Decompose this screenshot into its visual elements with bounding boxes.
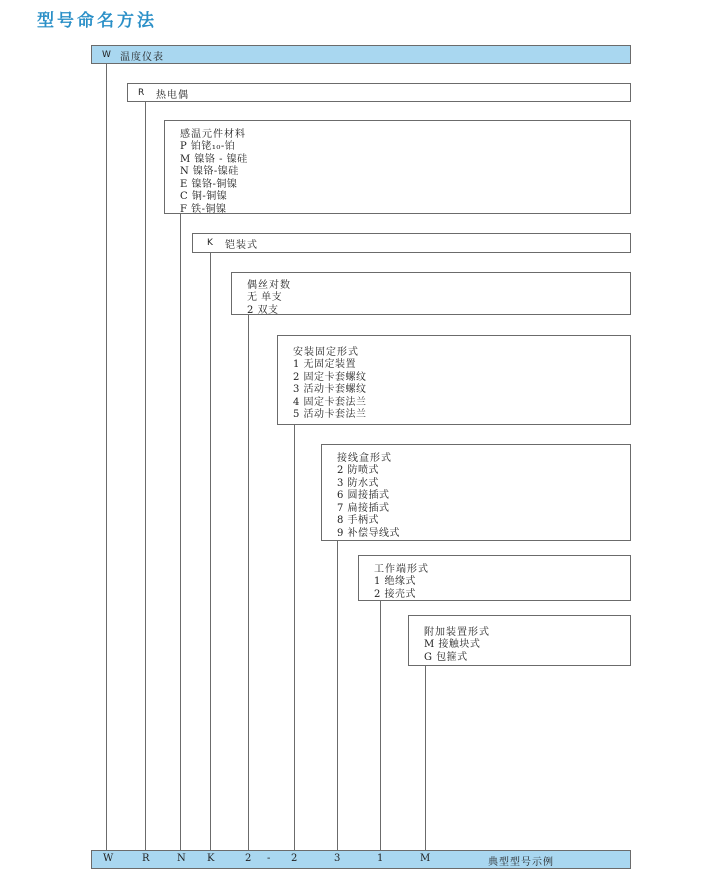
example-char: - — [267, 853, 271, 864]
list-item: 7 扁接插式 — [337, 502, 390, 514]
section-heading: 接线盒形式 — [337, 453, 392, 464]
list-item: 9 补偿导线式 — [337, 527, 401, 539]
example-label: 典型型号示例 — [488, 857, 554, 868]
section-code: K — [207, 238, 213, 248]
section-mount-box — [277, 335, 631, 425]
section-material-box — [164, 120, 631, 214]
section-w-bar — [91, 45, 631, 64]
list-item: 5 活动卡套法兰 — [293, 409, 367, 420]
list-item: C 铜-铜镍 — [180, 191, 228, 202]
list-item: 2 接壳式 — [374, 588, 417, 600]
list-item: 3 防水式 — [337, 477, 380, 489]
page-title: 型号命名方法 — [37, 11, 157, 31]
example-char: 2 — [291, 853, 298, 864]
list-item: N 镍铬-镍硅 — [180, 166, 239, 177]
section-addon-box — [408, 615, 631, 666]
list-item: 3 活动卡套螺纹 — [293, 384, 367, 395]
example-char: M — [420, 853, 431, 864]
section-k-bar — [192, 233, 631, 253]
example-char: K — [207, 853, 215, 864]
example-char: 1 — [377, 853, 384, 864]
section-junction-box — [321, 444, 631, 541]
list-item: M 镍铬 - 镍硅 — [180, 153, 248, 165]
example-char: R — [142, 853, 150, 864]
list-item: 2 双支 — [247, 304, 279, 316]
list-item: P 铂铑₁₀-铂 — [180, 141, 236, 152]
example-char: W — [103, 853, 114, 864]
list-item: E 镍铬-铜镍 — [180, 178, 238, 190]
connector-line-material — [180, 213, 181, 851]
example-model-bar — [91, 850, 631, 869]
example-char: 3 — [334, 853, 341, 864]
section-heading: 铠装式 — [225, 240, 258, 251]
list-item: M 接触块式 — [424, 639, 481, 650]
list-item: 6 圆接插式 — [337, 490, 390, 501]
list-item: 4 固定卡套法兰 — [293, 396, 367, 408]
connector-line-tip — [380, 601, 381, 851]
section-pairs-box — [231, 272, 631, 315]
section-heading: 热电偶 — [156, 90, 189, 101]
section-heading: 温度仪表 — [120, 52, 164, 63]
connector-line-pairs — [248, 315, 249, 851]
example-char: N — [177, 853, 186, 864]
section-heading: 感温元件材料 — [180, 129, 246, 140]
section-heading: 附加装置形式 — [424, 627, 490, 638]
connector-line-k — [210, 253, 211, 851]
section-code: R — [138, 88, 145, 98]
list-item: 8 手柄式 — [337, 515, 380, 526]
section-heading: 偶丝对数 — [247, 280, 291, 291]
list-item: 2 固定卡套螺纹 — [293, 371, 367, 383]
connector-line-r — [145, 101, 146, 851]
section-r-bar — [127, 83, 631, 102]
section-code: W — [102, 50, 111, 60]
list-item: G 包箍式 — [424, 651, 468, 663]
list-item: 1 绝缘式 — [374, 576, 417, 587]
example-char: 2 — [245, 853, 252, 864]
section-tip-box — [358, 555, 631, 601]
list-item: F 铁-铜镍 — [180, 203, 227, 215]
section-heading: 工作端形式 — [374, 564, 429, 575]
list-item: 无 单支 — [247, 292, 283, 303]
connector-line-junction — [337, 541, 338, 851]
section-heading: 安装固定形式 — [293, 347, 359, 358]
list-item: 1 无固定装置 — [293, 359, 357, 370]
connector-line-mount — [294, 425, 295, 851]
connector-line-addon — [425, 666, 426, 851]
list-item: 2 防喷式 — [337, 465, 380, 476]
connector-line-w — [106, 64, 107, 851]
